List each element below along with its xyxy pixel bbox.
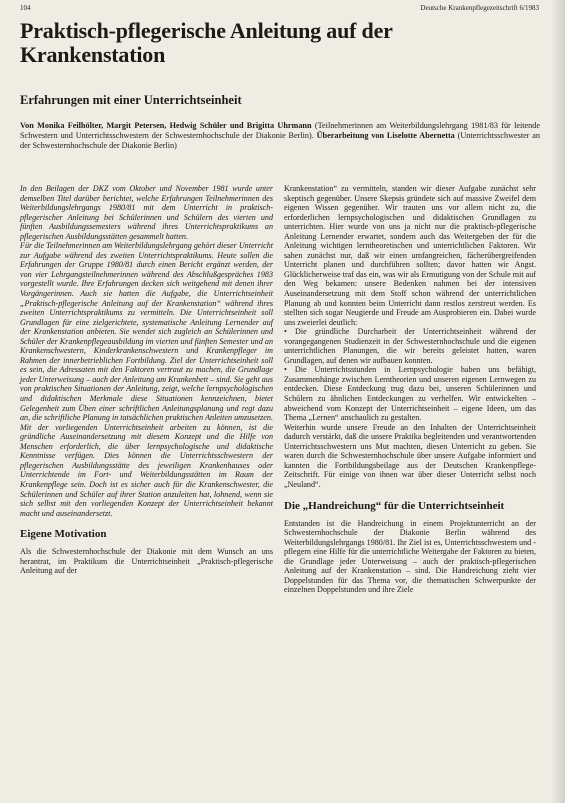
editor-description: (Unterrichtsschwester an der Schwesternhochschule der Diakonie Berlin) bbox=[20, 130, 541, 150]
article-subtitle: Erfahrungen mit einer Unterrichtseinheit bbox=[20, 93, 242, 107]
bullet-item: • Die Unterrichtsstunden in Lernpsychologie haben uns befähigt, Zusammenhänge zwischen Lerntheorien und unseren eigenen Lernwegen zu entdecken. Diese Entdeckung trug dazu bei, unseren Schülerinnen und Schülern zu ähnlichen Entdeckungen zu verhelfen. Wir entwickelten – abweichend vom Konzept der Unterrichtseinheit – eigene Ideen, um das Thema „Lernen“ anschaulich zu gestalten. bbox=[284, 365, 537, 423]
section-heading-handreichung: Die „Handreichung“ für die Unterrichtseinheit bbox=[284, 499, 505, 512]
intro-text bbox=[20, 184, 273, 518]
bullet-item: • Die gründliche Durcharbeit der Unterrichtseinheit während der vorangegangenen Studienzeit in der Schwesternhochschule und die eigenen unterrichtlichen Planungen, die wir bereits geleistet hatten, waren Grundlagen, auf denen wir aufbauen konnten. bbox=[284, 327, 536, 365]
bullet-text: Die Unterrichtsstunden in Lernpsychologie haben uns befähigt, Zusammenhänge zwischen Lerntheorien und unseren eigenen Lernwegen zu entdecken. Diese Entdeckung trug dazu bei, unseren Schülerinnen und Schülern zu ähnlichen Entdeckungen zu verhelfen. Wir entwickelten – abweichend vom Konzept der Unterrichtseinheit – eigene Ideen, um das Thema „Lernen“ anschaulich zu gestalten. bbox=[284, 365, 537, 423]
author-names: Von Monika Feilhölter, Margit Petersen, Hedwig Schüler und Brigitta Uhrmann bbox=[20, 121, 312, 130]
right-column bbox=[284, 184, 536, 595]
intro-paragraph: Für die Teilnehmerinnen am Weiterbildungslehrgang gehört dieser Unterricht zur Aufgabe während des zweiten Unterrichtspraktikums. Heute sollen die Erfahrungen der Gruppe 1980/81 durch einen Bericht ergänzt werden, der von vier Lehrgangsteilnehmerinnen während des Abschlußgespräches 1983 vorgestellt wurde. Ihre Erfahrungen decken sich weitgehend mit denen ihrer Vorgängerinnen. Auch sie hatten die Aufgabe, die Unterrichtseinheit „Praktisch-pflegerische Anleitung auf der Krankenstation“ während ihres zweiten Unterrichtspraktikums zu vermitteln. Die Unterrichtseinheit soll Grundlagen für eine zielgerichtete, systematische Anleitung Lernender auf der Krankenstation anbieten. Sie wendet sich zugleich an Schülerinnen und Schüler der Krankenpflegeausbildung im vierten und fünften Semester und an Krankenschwestern, Kinderkrankenschwestern und Krankenpfleger im Rahmen der innerbetrieblichen Fortbildung. Ziel der Unterrichtseinheit soll es sein, die Adressaten mit den Faktoren vertraut zu machen, die Grundlage jeder Unterweisung – auch der Anleitung am Krankenbett – sind. Sie geht aus von praktischen Situationen der Anleitung, zeigt, welche lernpsychologischen und didaktischen Merkmale diese Situationen kennzeichnen, bietet Gelegenheit zum Üben einer schriftlichen Anleitungsplanung und regt dazu an, die schriftliche Planung in tatsächlichen praktischen Anleiten umzusetzen. bbox=[20, 241, 273, 423]
author-description: (Teilnehmerinnen am Weiterbildungslehrgang 1981/83 für leitende Schwestern und Unterrichtsschwestern der Schwesternhochschule der Diakonie Berlin). bbox=[20, 121, 541, 140]
left-column bbox=[20, 184, 273, 576]
section-heading-motivation: Eigene Motivation bbox=[20, 528, 107, 541]
article-title: Praktisch-pflegerische Anleitung auf der Krankenstation bbox=[20, 18, 393, 67]
body-paragraph: Entstanden ist die Handreichung in einem Projektunterricht an der Schwesternhochschule der Diakonie Berlin während des Weiterbildungslehrgangs 1980/81. Ihr Ziel ist es, Unterrichtsschwestern und -pflegern eine Hilfe für die unterrichtliche Weitergabe der Faktoren zu bieten, die Grundlage jeder Unterweisung – auch der praktisch-pflegerischen Anleitung auf der Krankenstation – sind. Die Handreichung zieht vier Doppelstunden für das Thema vor, die thematischen Schwerpunkte der einzelnen Doppelstunden und ihre Ziele bbox=[284, 518, 536, 595]
page-number: 104 bbox=[20, 4, 31, 12]
editor-name: Überarbeitung von Liselotte Abernetta bbox=[316, 130, 455, 140]
intro-paragraph: In den Beilagen der DKZ vom Oktober und November 1981 wurde unter demselben Titel darüber berichtet, welche Erfahrungen Teilnehmerinnen des Weiterbildungslehrgangs 1980/81 mit dem Unterricht in praktisch-pflegerischer Anleitung bei Schülerinnen und Schülern des vierten und fünften Ausbildungssemesters während ihres Unterrichtspraktikums an pflegerischen Ausbildungsstätten gesammelt hatten. bbox=[20, 184, 273, 241]
body-paragraph: Als die Schwesternhochschule der Diakonie mit dem Wunsch an uns herantrat, im Praktikum die Unterrichtseinheit „Praktisch-pflegerische Anleitung auf der bbox=[20, 547, 273, 576]
bullet-text: Die gründliche Durcharbeit der Unterrichtseinheit während der vorangegangenen Studienzeit in der Schwesternhochschule und die eigenen unterrichtlichen Planungen, die wir bereits geleistet hatten, waren Grundlagen, auf denen wir aufbauen konnten. bbox=[284, 327, 536, 365]
body-paragraph: Krankenstation“ zu vermitteln, standen wir dieser Aufgabe zunächst sehr skeptisch gegenüber. Unsere Skepsis gründete sich auf massive Zweifel dem eigenen Wissen gegenüber. Wir trauten uns vor allem nicht zu, die erforderlichen lernpsychologischen und didaktischen Grundlagen zu unterrichten. Hier wurde von uns ja nicht nur die praktisch-pflegerische Anleitung Lernender erwartet, sondern auch das Weitergeben der für die Anleitung wichtigen lerntheoretischen und unterrichtlichen Faktoren. Wir sahen zunächst nur, daß wir einen umfangreichen, fächerübergreifenden Unterricht planen und durchführen sollten; davor hatten wir Angst. Glücklicherweise traf das ein, was wir als Ermutigung von der Schule mit auf den Weg bekamen: unsere Bedenken nahmen bei der intensiven Auseinandersetzung mit dem Stoff schon während der unterrichtlichen Planung ab und konnten beim Unterricht dann restlos zerstreut werden. Es stellten sich sogar Neugierde und Freude am Ausprobieren ein. Dabei wurde uns zweierlei deutlich: bbox=[284, 184, 536, 327]
running-head: Deutsche Krankenpflegezeitschrift 6/1983 bbox=[420, 4, 539, 12]
author-block bbox=[20, 121, 540, 150]
intro-paragraph: Mit der vorliegenden Unterrichtseinheit arbeiten zu können, ist die gründliche Auseinandersetzung mit diesem Konzept und die Hilfe von Menschen erforderlich, die über lernpsychologische und didaktische Kenntnisse verfügen. Dies können die Unterrichtsschwestern der pflegerischen Ausbildungsstätte des jeweiligen Krankenhauses oder Unterrichtende im Fort- und Weiterbildungsstätten im Raum der Krankenpflege sein. Doch ist es sicher auch für die Krankenschwester, die Schülerinnen und Schüler auf ihrer Station anzuleiten hat, lohnend, wenn sie sich selbst mit den vorliegenden Konzept der Unterrichtseinheit bekannt macht und auseinandersetzt. bbox=[20, 422, 273, 518]
body-paragraph: Weiterhin wurde unsere Freude an den Inhalten der Unterrichtseinheit dadurch verstärkt, daß die unsere Praktika begleitenden und verantwortenden Unterrichtsschwestern uns Mut machten, diesen Unterricht zu geben. Sie waren durch die Schwesternhochschule über unsere Aufgabe informiert und kannten die Fortbildungsbeilage aus der Deutschen Krankenpflege-Zeitschrift. Für einige von ihnen war über dieser Unterricht selbst noch „Neuland“. bbox=[284, 422, 536, 489]
